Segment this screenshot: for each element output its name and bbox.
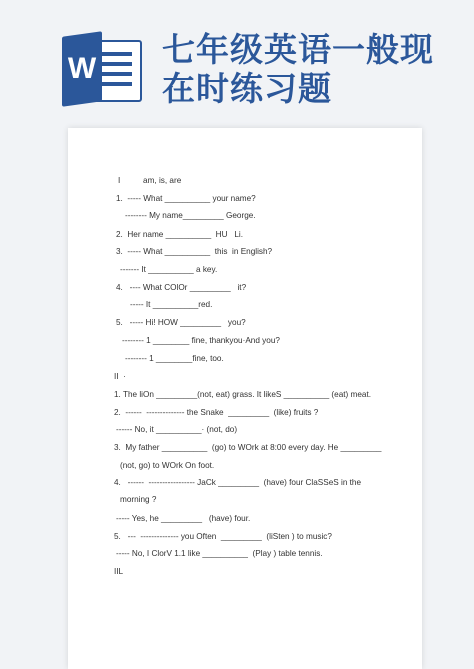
page-title — [162, 30, 462, 108]
exercise-line: 5. ----- Hi! HOW _________ you? — [116, 318, 246, 327]
document-page — [68, 128, 422, 669]
word-icon-line — [98, 52, 132, 56]
section-heading: IIL — [114, 567, 124, 576]
title-line-2: 在时练习题 — [162, 69, 332, 108]
exercise-line: 2. Her name __________ HU Li. — [116, 230, 243, 239]
exercise-line: 4. ---- What COlOr _________ it? — [116, 283, 247, 292]
section-heading: II · — [114, 372, 126, 381]
exercise-line: -------- 1 ________fine, too. — [125, 354, 224, 363]
word-icon-letter: W — [67, 52, 97, 85]
exercise-line: (not, go) to WOrk On foot. — [120, 461, 215, 470]
exercise-line: ----- No, I ClorV 1.1 like __________ (Play ) table tennis. — [116, 549, 323, 558]
exercise-line: ------- It __________ a key. — [120, 265, 218, 274]
exercise-line: -------- 1 ________ fine, thankyou·And you? — [122, 336, 280, 345]
exercise-line: 4. ------ ----------------- JaCk _________ (have) four ClaSSeS in the — [114, 478, 362, 487]
exercise-line: 5. --- -------------- you Often _________ (liSten ) to music? — [114, 532, 332, 541]
word-document-icon — [58, 34, 140, 104]
word-icon-line — [98, 82, 132, 86]
exercise-line: ----- It __________red. — [130, 300, 213, 309]
word-icon-line — [98, 72, 132, 76]
exercise-line: 3. My father __________ (go) to WOrk at 8:00 every day. He _________ — [114, 443, 382, 452]
exercise-line: 1. The liOn _________(not, eat) grass. It likeS __________ (eat) meat. — [114, 390, 372, 399]
title-line-1: 七年级英语一般现 — [162, 30, 434, 69]
word-icon-line — [98, 62, 132, 66]
exercise-line: -------- My name_________ George. — [125, 211, 256, 220]
section-heading: I am, is, are — [118, 176, 182, 185]
exercise-line: ------ No, it __________· (not, do) — [116, 425, 238, 434]
exercise-line: ----- Yes, he _________ (have) four. — [116, 514, 251, 523]
exercise-line: 1. ----- What __________ your name? — [116, 194, 256, 203]
exercise-line: morning ? — [120, 495, 157, 504]
header — [0, 0, 474, 120]
exercise-line: 2. ------ -------------- the Snake _________ (like) fruits ? — [114, 408, 319, 417]
exercise-line: 3. ----- What __________ this in English? — [116, 247, 273, 256]
